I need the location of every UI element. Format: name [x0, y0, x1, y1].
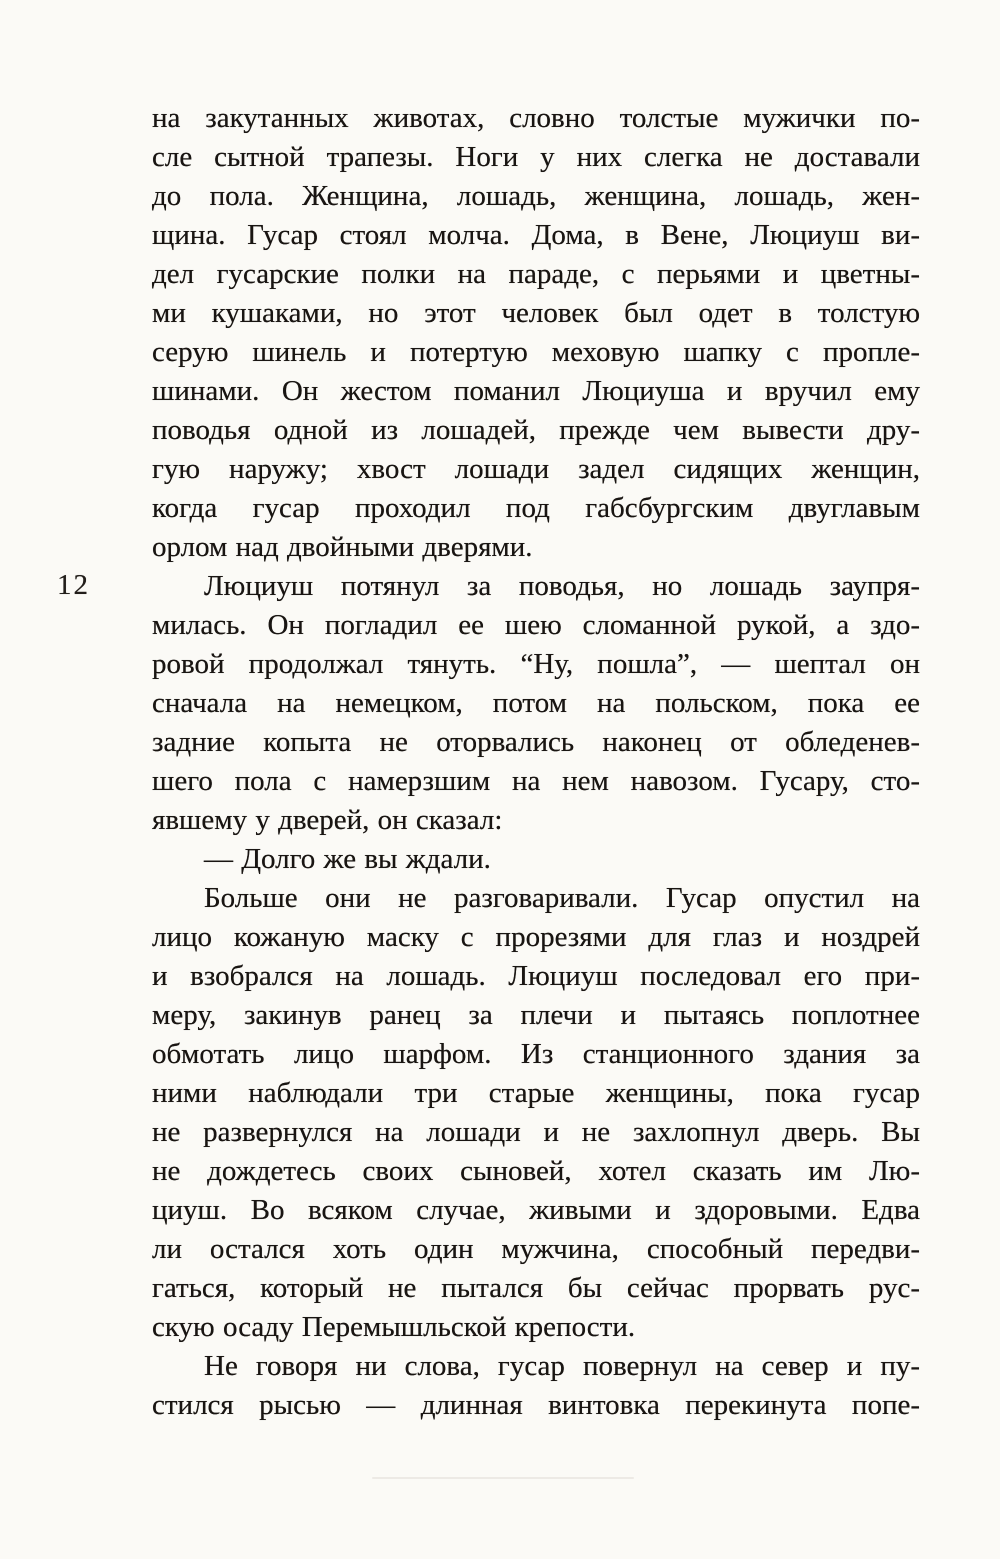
- text-line: ли остался хоть один мужчина, способный передви-: [152, 1233, 920, 1265]
- text-line: и взобрался на лошадь. Люциуш последовал его при-: [152, 960, 920, 992]
- text-line: до пола. Женщина, лошадь, женщина, лошадь, жен-: [152, 180, 920, 212]
- page-number: 12: [57, 569, 90, 601]
- text-line: на закутанных животах, словно толстые мужички по-: [152, 102, 920, 134]
- text-line: когда гусар проходил под габсбургским двуглавым: [152, 492, 920, 524]
- text-line: ровой продолжал тянуть. “Ну, пошла”, — шептал он: [152, 648, 920, 680]
- text-line: циуш. Во всяком случае, живыми и здоровыми. Едва: [152, 1194, 920, 1226]
- text-line: гаться, который не пытался бы сейчас прорвать рус-: [152, 1272, 920, 1304]
- text-line: поводья одной из лошадей, прежде чем вывести дру-: [152, 414, 920, 446]
- text-block: [152, 99, 920, 1425]
- text-line: явшему у дверей, он сказал:: [152, 804, 503, 836]
- text-line: не развернулся на лошади и не захлопнул дверь. Вы: [152, 1116, 920, 1148]
- text-line: задние копыта не оторвались наконец от обледенев-: [152, 726, 920, 758]
- text-line: ми кушаками, но этот человек был одет в толстую: [152, 297, 920, 329]
- text-line: Люциуш потянул за поводья, но лошадь заупря-: [204, 570, 920, 602]
- text-line: не дождетесь своих сыновей, хотел сказать им Лю-: [152, 1155, 920, 1187]
- text-line: Больше они не разговаривали. Гусар опустил на: [204, 882, 920, 914]
- text-line: дел гусарские полки на параде, с перьями и цветны-: [152, 258, 920, 290]
- text-line: Не говоря ни слова, гусар повернул на север и пу-: [204, 1350, 920, 1382]
- text-line: сле сытной трапезы. Ноги у них слегка не доставали: [152, 141, 920, 173]
- text-line: ними наблюдали три старые женщины, пока гусар: [152, 1077, 920, 1109]
- text-line: меру, закинув ранец за плечи и пытаясь поплотнее: [152, 999, 920, 1031]
- text-line: сначала на немецком, потом на польском, пока ее: [152, 687, 920, 719]
- text-line: стился рысью — длинная винтовка перекинута попе-: [152, 1389, 920, 1421]
- text-line: серую шинель и потертую меховую шапку с пропле-: [152, 336, 920, 368]
- scan-artifact-line: [372, 1477, 634, 1479]
- text-line: орлом над двойными дверями.: [152, 531, 533, 563]
- text-line: шего пола с намерзшим на нем навозом. Гусару, сто-: [152, 765, 920, 797]
- text-line: лицо кожаную маску с прорезями для глаз и ноздрей: [152, 921, 920, 953]
- text-line: щина. Гусар стоял молча. Дома, в Вене, Люциуш ви-: [152, 219, 920, 251]
- text-line: скую осаду Перемышльской крепости.: [152, 1311, 636, 1343]
- text-line: милась. Он погладил ее шею сломанной рукой, а здо-: [152, 609, 920, 641]
- text-line: гую наружу; хвост лошади задел сидящих женщин,: [152, 453, 920, 485]
- text-line: обмотать лицо шарфом. Из станционного здания за: [152, 1038, 920, 1070]
- dialogue-line: — Долго же вы ждали.: [204, 843, 491, 875]
- text-line: шинами. Он жестом поманил Люциуша и вручил ему: [152, 375, 920, 407]
